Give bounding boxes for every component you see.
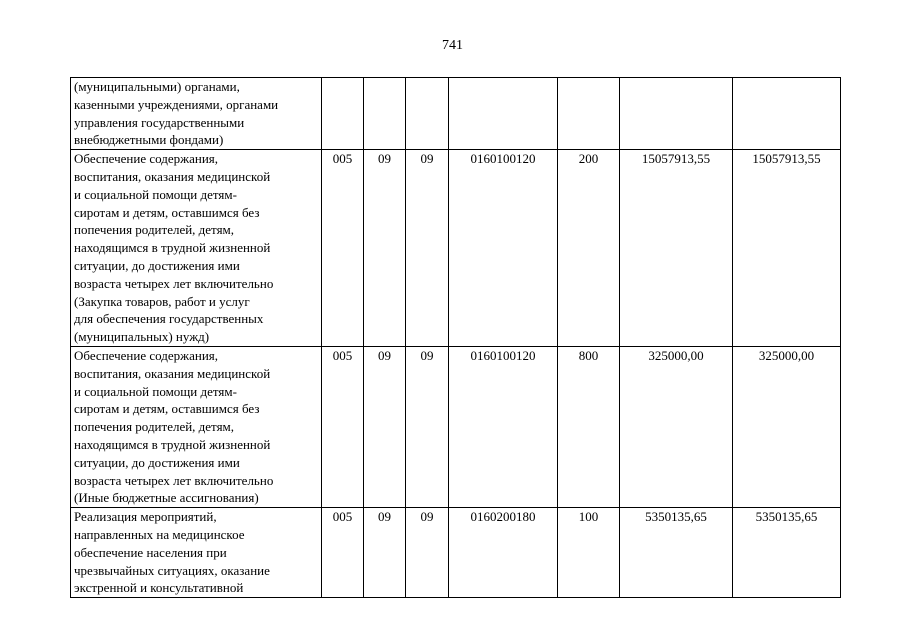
section-code-cell: 09 bbox=[364, 150, 406, 347]
table-row bbox=[71, 508, 841, 598]
description-line: воспитания, оказания медицинской bbox=[74, 168, 271, 184]
description-line: сиротам и детям, оставшимся без bbox=[74, 204, 260, 220]
ministry-code-cell: 005 bbox=[322, 508, 364, 598]
table-row bbox=[71, 78, 841, 150]
amount-cell: 15057913,55 bbox=[733, 150, 841, 347]
subsection-code-cell bbox=[406, 78, 449, 150]
description-line: ситуации, до достижения ими bbox=[74, 454, 240, 470]
description-line: находящимся в трудной жизненной bbox=[74, 436, 271, 452]
target-article-cell bbox=[449, 78, 558, 150]
amount-cell: 5350135,65 bbox=[733, 508, 841, 598]
description-line: (Иные бюджетные ассигнования) bbox=[74, 490, 259, 506]
row-description bbox=[71, 150, 322, 347]
subsection-code-cell: 09 bbox=[406, 346, 449, 507]
description-line: возраста четырех лет включительно bbox=[74, 472, 274, 488]
description-line: направленных на медицинское bbox=[74, 526, 245, 542]
table-row bbox=[71, 150, 841, 347]
description-line: для обеспечения государственных bbox=[74, 311, 264, 327]
description-line: внебюджетными фондами) bbox=[74, 132, 224, 148]
amount-cell bbox=[733, 78, 841, 150]
expense-type-cell bbox=[558, 78, 620, 150]
target-article-cell: 0160200180 bbox=[449, 508, 558, 598]
budget-table-body bbox=[71, 78, 841, 598]
amount-cell: 15057913,55 bbox=[620, 150, 733, 347]
amount-cell: 5350135,65 bbox=[620, 508, 733, 598]
description-line: Обеспечение содержания, bbox=[74, 151, 219, 167]
description-line: (муниципальными) органами, bbox=[74, 79, 240, 94]
expense-type-cell: 100 bbox=[558, 508, 620, 598]
description-line: сиротам и детям, оставшимся без bbox=[74, 401, 260, 417]
budget-table bbox=[70, 77, 841, 598]
description-line: и социальной помощи детям- bbox=[74, 383, 237, 399]
section-code-cell: 09 bbox=[364, 346, 406, 507]
description-line: возраста четырех лет включительно bbox=[74, 275, 274, 291]
row-description bbox=[71, 78, 322, 150]
description-line: Обеспечение содержания, bbox=[74, 347, 219, 363]
expense-type-cell: 800 bbox=[558, 346, 620, 507]
section-code-cell: 09 bbox=[364, 508, 406, 598]
description-line: обеспечение населения при bbox=[74, 544, 227, 560]
amount-cell bbox=[620, 78, 733, 150]
row-description bbox=[71, 508, 322, 598]
description-line: и социальной помощи детям- bbox=[74, 186, 237, 202]
table-row bbox=[71, 346, 841, 507]
description-line: ситуации, до достижения ими bbox=[74, 257, 240, 273]
description-line: чрезвычайных ситуациях, оказание bbox=[74, 562, 270, 578]
expense-type-cell: 200 bbox=[558, 150, 620, 347]
ministry-code-cell: 005 bbox=[322, 346, 364, 507]
description-line: воспитания, оказания медицинской bbox=[74, 365, 271, 381]
description-line: попечения родителей, детям, bbox=[74, 419, 235, 435]
description-line: Реализация мероприятий, bbox=[74, 509, 217, 525]
amount-cell: 325000,00 bbox=[733, 346, 841, 507]
description-line: находящимся в трудной жизненной bbox=[74, 240, 271, 256]
description-line: экстренной и консультативной bbox=[74, 580, 244, 596]
row-description bbox=[71, 346, 322, 507]
description-line: (муниципальных) нужд) bbox=[74, 329, 210, 345]
description-line: управления государственными bbox=[74, 114, 245, 130]
ministry-code-cell bbox=[322, 78, 364, 150]
target-article-cell: 0160100120 bbox=[449, 150, 558, 347]
description-line: попечения родителей, детям, bbox=[74, 222, 235, 238]
subsection-code-cell: 09 bbox=[406, 150, 449, 347]
page-number: 741 bbox=[442, 38, 463, 53]
description-line: (Закупка товаров, работ и услуг bbox=[74, 293, 250, 309]
subsection-code-cell: 09 bbox=[406, 508, 449, 598]
ministry-code-cell: 005 bbox=[322, 150, 364, 347]
target-article-cell: 0160100120 bbox=[449, 346, 558, 507]
description-line: казенными учреждениями, органами bbox=[74, 96, 279, 112]
amount-cell: 325000,00 bbox=[620, 346, 733, 507]
section-code-cell bbox=[364, 78, 406, 150]
